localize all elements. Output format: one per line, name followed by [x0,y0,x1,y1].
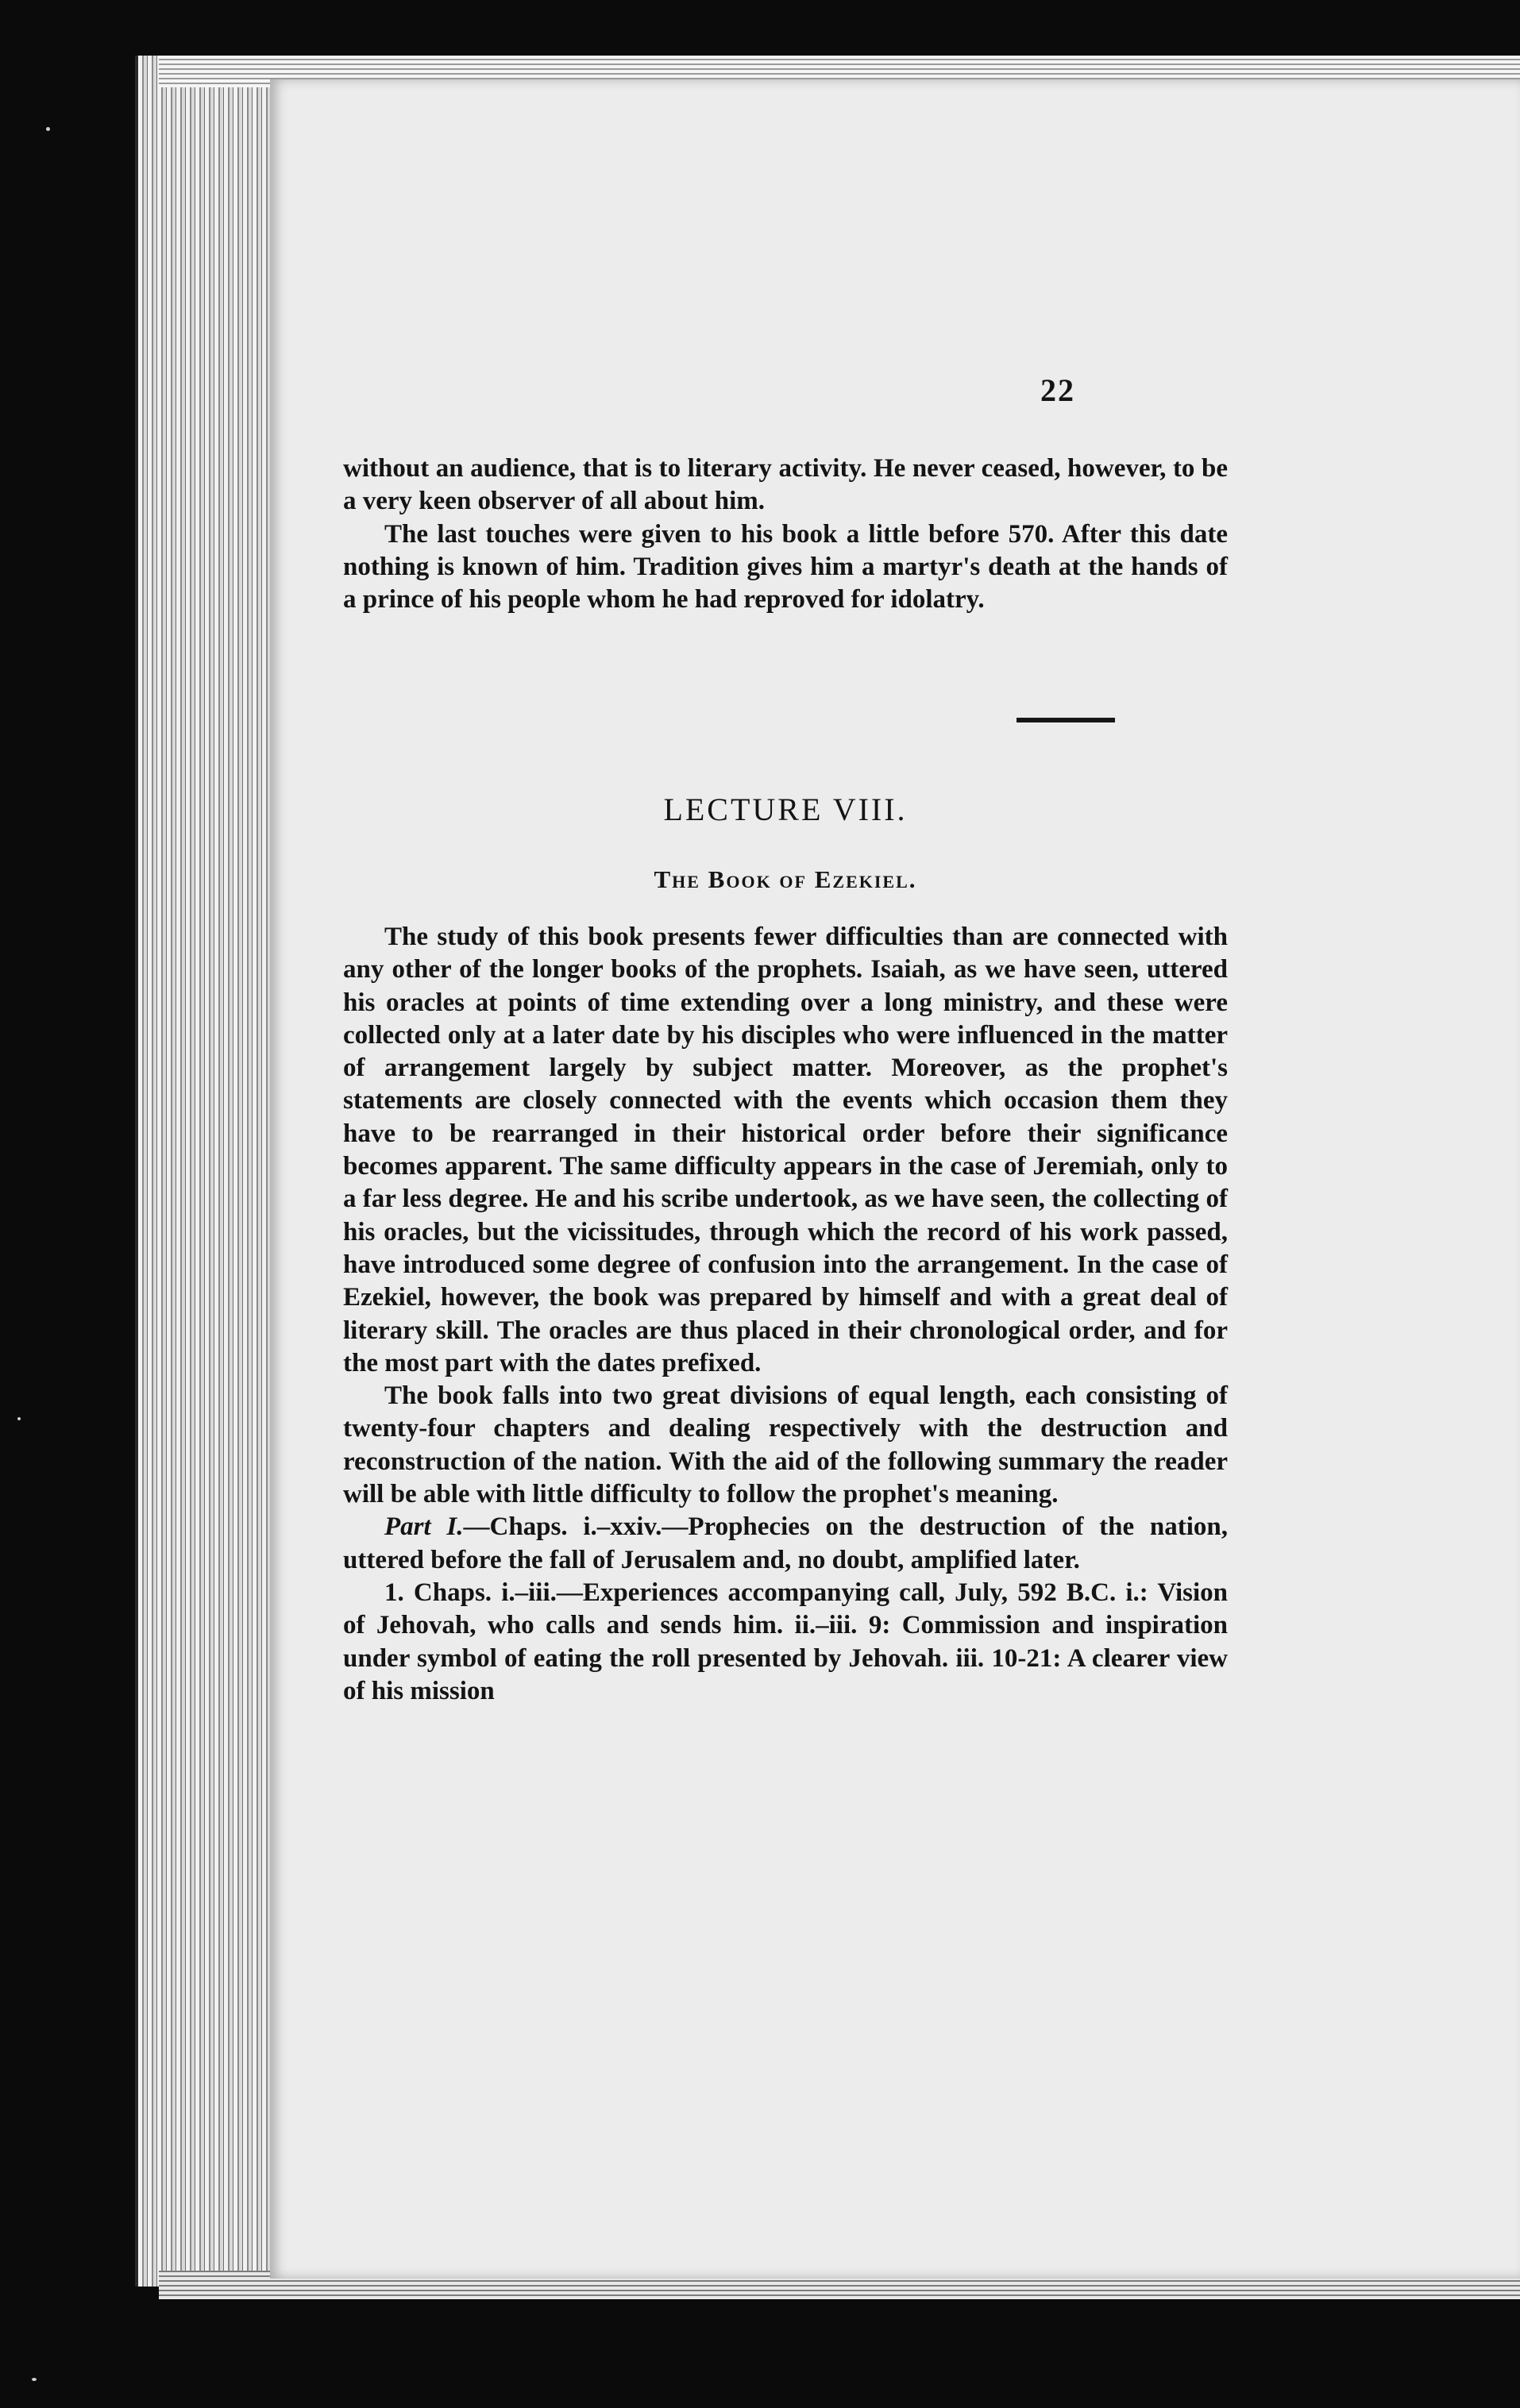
lecture-body [343,921,1228,1708]
lecture-heading: LECTURE VIII. [663,792,908,827]
part-one-paragraph [343,1511,1228,1577]
page-edges-left [135,56,289,2287]
lecture-subheading: The Book of Ezekiel. [654,865,917,893]
summary-item: 1. Chaps. i.–iii.—Experiences accompanying call, July, 592 B.C. i.: Vision of Jehovah, who calls and sends him. ii.–iii. 9: Commission and inspiration under symbol of eating the roll presented by Jehovah. iii. 10-21: A clearer view of his mission [343,1578,1228,1705]
part-label: Part I. [384,1512,464,1542]
paragraph: without an audience, that is to literary activity. He never ceased, however, to be a very keen observer of all about him. [343,454,1228,516]
dust-speck [32,2378,37,2381]
paragraph: The book falls into two great divisions of equal length, each consisting of twenty-four chapters and dealing respectively with the destruction and reconstruction of the nation. With the aid of the following summary the reader will be able with little difficulty to follow the prophet's meaning. [343,1381,1228,1509]
page-number: 22 [1040,372,1075,408]
dust-speck [46,127,50,131]
paragraph: The last touches were given to his book a little before 570. After this date nothing is known of him. Tradition gives him a martyr's death at the hands of a prince of his people whom he had reproved for idolatry. [343,519,1228,615]
section-divider-rule [1017,718,1115,722]
part-text: —Chaps. i.–xxiv.—Prophecies on the destruction of the nation, uttered before the fall of Jerusalem and, no doubt, amplified later. [343,1512,1229,1574]
continued-text [343,453,1228,616]
paragraph: The study of this book presents fewer difficulties than are connected with any other of the longer books of the prophets. Isaiah, as we have seen, uttered his oracles at points of time extending over a long ministry, and these were collected only at a later date by his disciples who were influenced in the matter of arrangement largely by subject matter. Moreover, as the prophet's statements are closely connected with the events which occasion them they have to be rearranged in their historical order before their significance becomes apparent. The same difficulty appears in the case of Jeremiah, only to a far less degree. He and his scribe undertook, as we have seen, the collecting of his oracles, but the vicissitudes, through which the record of his work passed, have introduced some degree of confusion into the arrangement. In the case of Ezekiel, however, the book was prepared by himself and with a great deal of literary skill. The oracles are thus placed in their chronological order, and for the most part with the dates prefixed. [343,923,1228,1377]
dust-speck [17,1417,21,1420]
